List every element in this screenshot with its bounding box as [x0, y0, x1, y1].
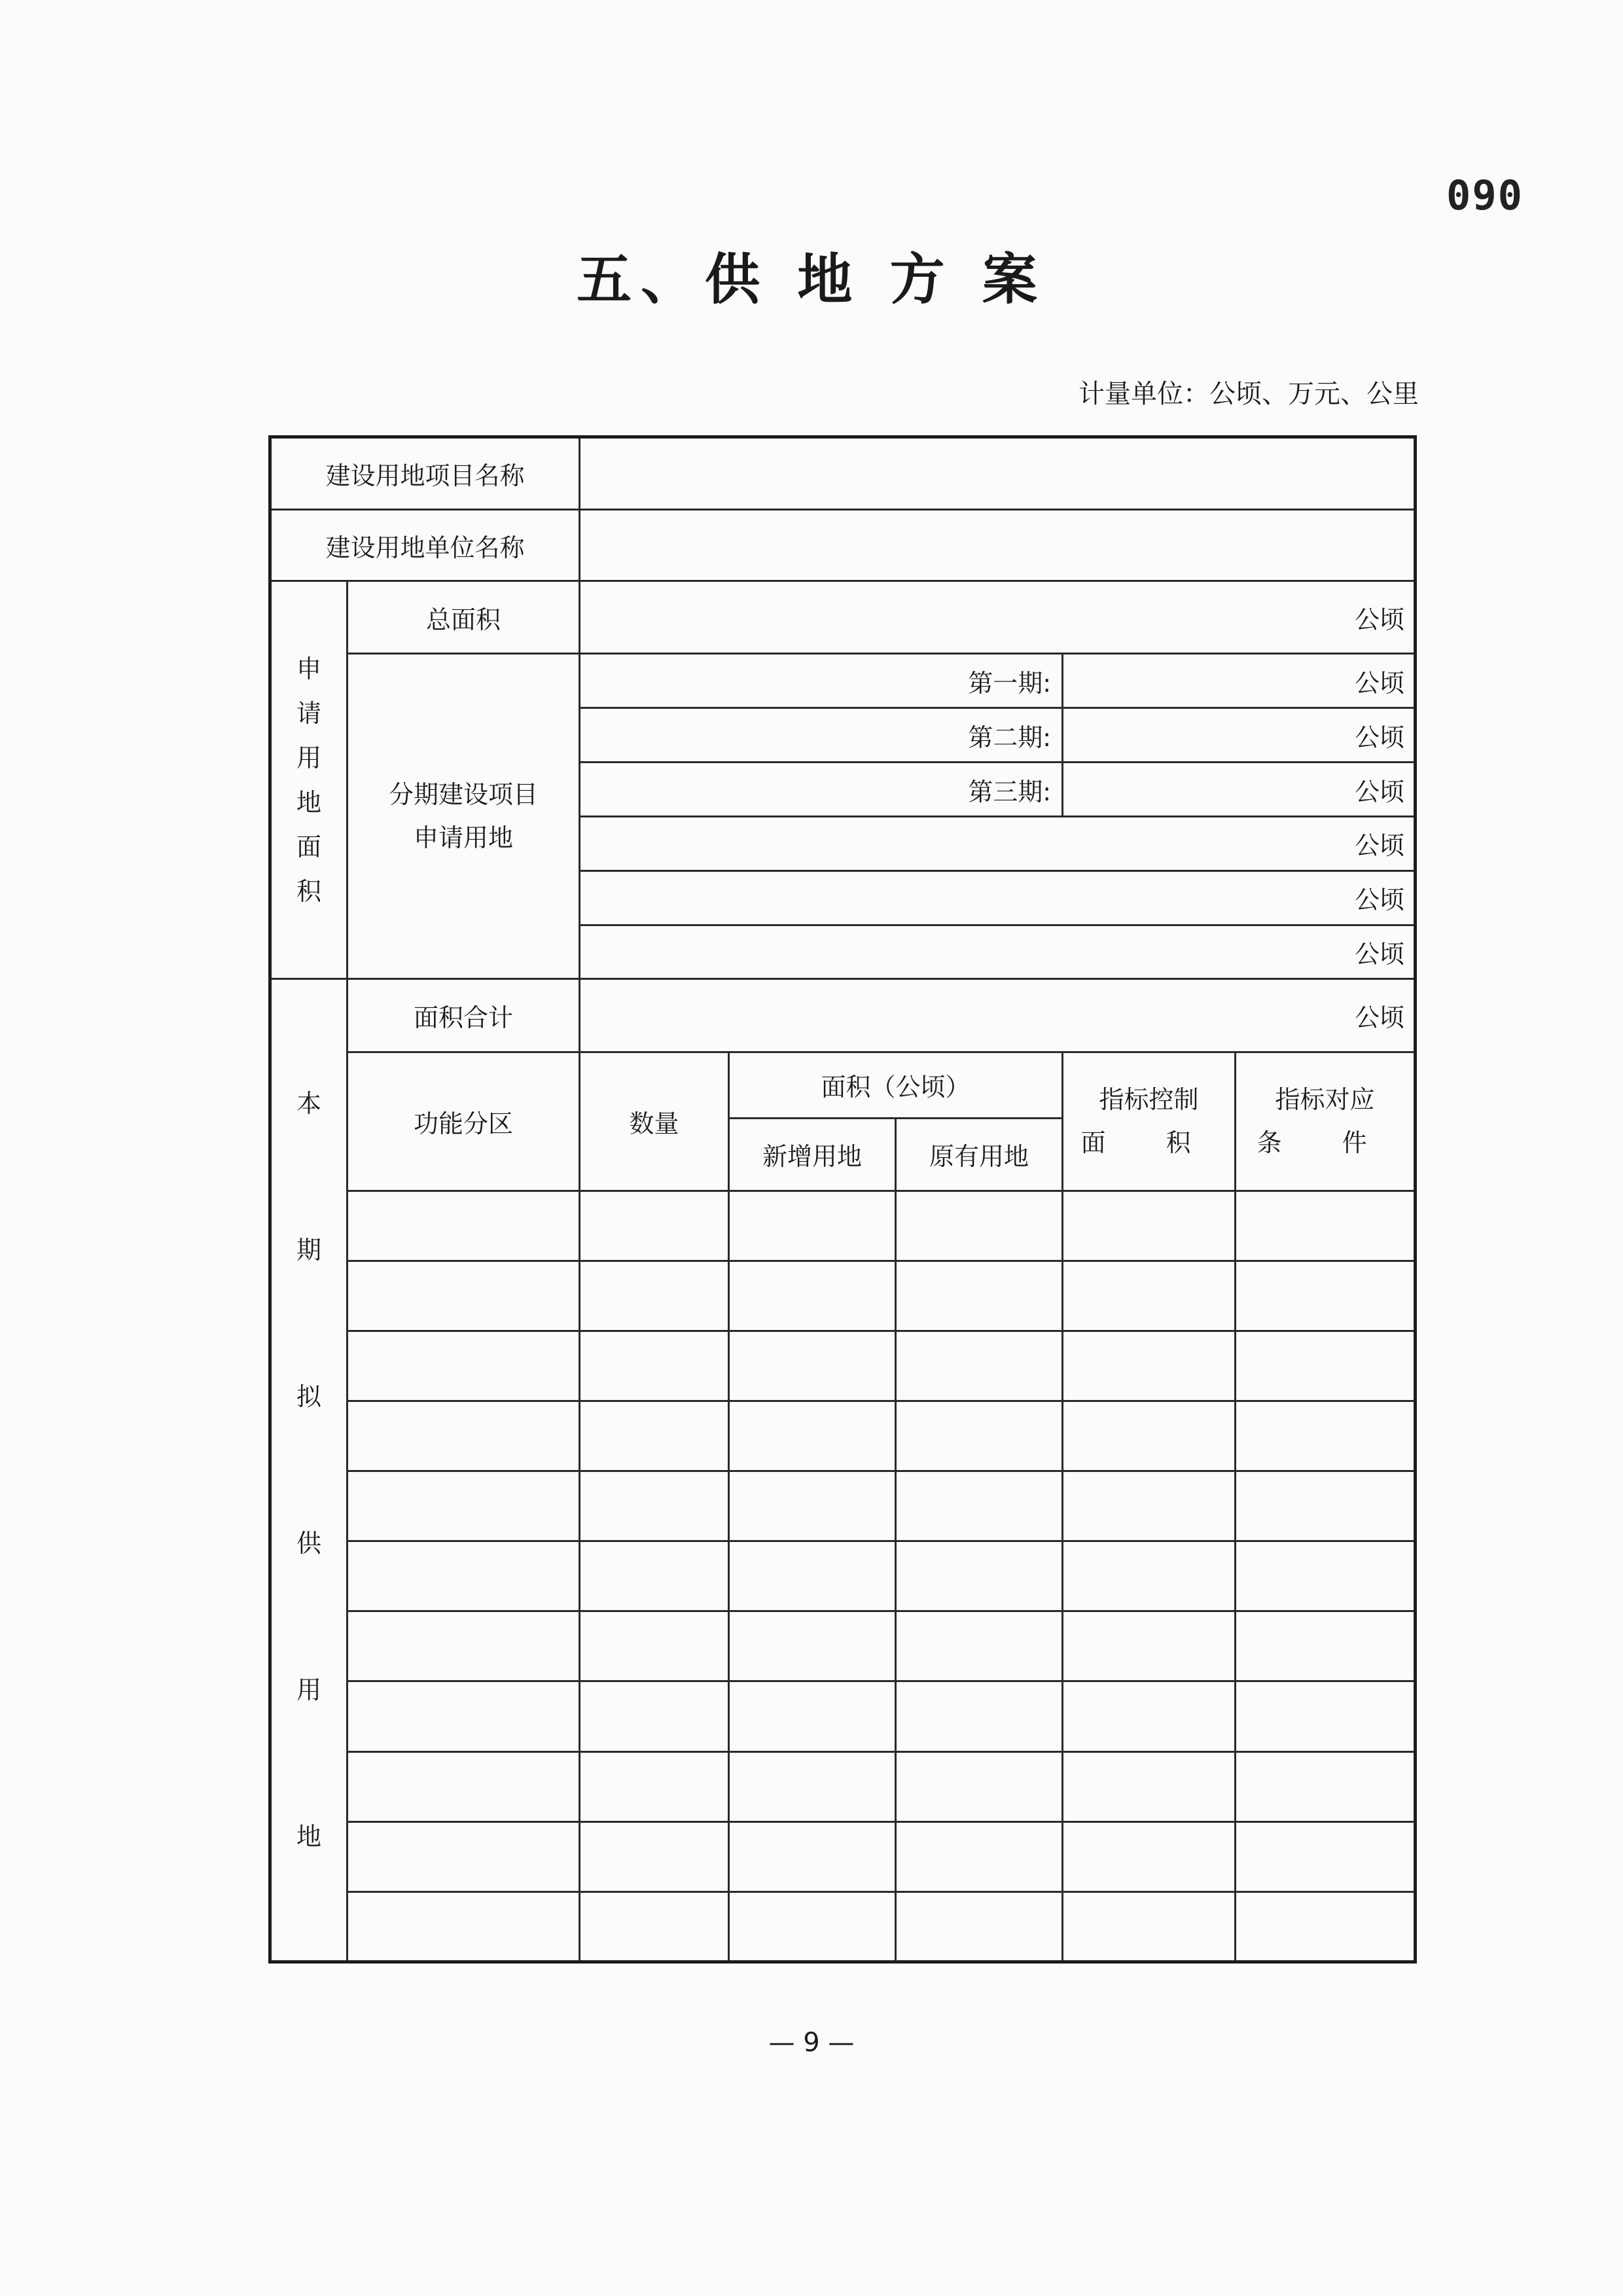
cell[interactable]: [896, 1611, 1063, 1681]
cell[interactable]: [348, 1821, 580, 1892]
cell[interactable]: [896, 1681, 1063, 1751]
cell[interactable]: [896, 1751, 1063, 1821]
cell[interactable]: [1236, 1401, 1416, 1471]
cell[interactable]: [580, 1541, 729, 1611]
document-title: 五、供 地 方 案: [577, 247, 1046, 312]
phase-blank-unit: 公顷: [580, 816, 1416, 870]
cell[interactable]: [348, 1892, 580, 1962]
unit-name-value[interactable]: [580, 510, 1416, 581]
supply-data-row: [270, 1821, 1416, 1892]
cell[interactable]: [896, 1401, 1063, 1471]
cell[interactable]: [580, 1892, 729, 1962]
cell[interactable]: [896, 1821, 1063, 1892]
phase1-row: [270, 654, 1416, 708]
supply-data-row: [270, 1751, 1416, 1821]
footer-page-number: — 9 —: [768, 2028, 855, 2058]
cell[interactable]: [348, 1611, 580, 1681]
cell[interactable]: [580, 1471, 729, 1541]
cell[interactable]: [729, 1681, 896, 1751]
cell[interactable]: [348, 1541, 580, 1611]
cell[interactable]: [729, 1261, 896, 1331]
cell[interactable]: [1063, 1751, 1236, 1821]
col-area-group: 面积（公顷）: [729, 1052, 1063, 1118]
project-name-label: 建设用地项目名称: [270, 437, 580, 510]
cell[interactable]: [1236, 1751, 1416, 1821]
project-name-row: [270, 437, 1416, 510]
col-index-condition: 指标对应 条 件: [1236, 1052, 1416, 1191]
land-supply-form: [268, 435, 1417, 1964]
area-total-row: [270, 979, 1416, 1052]
supply-data-row: [270, 1191, 1416, 1261]
supply-data-row: [270, 1681, 1416, 1751]
project-name-value[interactable]: [580, 437, 1416, 510]
total-area-label: 总面积: [348, 581, 580, 654]
phased-project-label: 分期建设项目 申请用地: [348, 654, 580, 979]
cell[interactable]: [1063, 1892, 1236, 1962]
phase1-label: 第一期:: [580, 654, 1063, 708]
supply-land-label: 本期拟供用地: [270, 979, 348, 1962]
cell[interactable]: [729, 1191, 896, 1261]
supply-data-row: [270, 1611, 1416, 1681]
cell[interactable]: [729, 1751, 896, 1821]
cell[interactable]: [580, 1191, 729, 1261]
cell[interactable]: [729, 1892, 896, 1962]
cell[interactable]: [580, 1821, 729, 1892]
apply-area-label: 申请用地面积: [270, 581, 348, 979]
cell[interactable]: [1063, 1611, 1236, 1681]
supply-data-row: [270, 1541, 1416, 1611]
supply-header-row: [270, 1052, 1416, 1118]
phase2-label: 第二期:: [580, 708, 1063, 762]
cell[interactable]: [1236, 1892, 1416, 1962]
cell[interactable]: [729, 1331, 896, 1401]
cell[interactable]: [348, 1191, 580, 1261]
supply-data-row: [270, 1331, 1416, 1401]
cell[interactable]: [580, 1611, 729, 1681]
phase1-unit: 公顷: [1063, 654, 1416, 708]
cell[interactable]: [896, 1471, 1063, 1541]
phase3-unit: 公顷: [1063, 762, 1416, 817]
unit-name-label: 建设用地单位名称: [270, 510, 580, 581]
col-function-zone: 功能分区: [348, 1052, 580, 1191]
cell[interactable]: [580, 1331, 729, 1401]
phase-blank-unit: 公顷: [580, 870, 1416, 925]
cell[interactable]: [1236, 1191, 1416, 1261]
cell[interactable]: [348, 1401, 580, 1471]
cell[interactable]: [729, 1471, 896, 1541]
unit-note: 计量单位：公顷、万元、公里: [1079, 379, 1419, 409]
cell[interactable]: [1063, 1191, 1236, 1261]
cell[interactable]: [1063, 1681, 1236, 1751]
cell[interactable]: [348, 1751, 580, 1821]
phase3-label: 第三期:: [580, 762, 1063, 817]
cell[interactable]: [348, 1471, 580, 1541]
cell[interactable]: [729, 1401, 896, 1471]
cell[interactable]: [580, 1751, 729, 1821]
cell[interactable]: [729, 1611, 896, 1681]
cell[interactable]: [729, 1821, 896, 1892]
cell[interactable]: [1063, 1471, 1236, 1541]
col-index-control: 指标控制 面 积: [1063, 1052, 1236, 1191]
total-area-row: [270, 581, 1416, 654]
unit-name-row: [270, 510, 1416, 581]
page-number-stamp: 090: [1446, 171, 1524, 219]
supply-data-row: [270, 1401, 1416, 1471]
phase2-unit: 公顷: [1063, 708, 1416, 762]
cell[interactable]: [1236, 1261, 1416, 1331]
cell[interactable]: [348, 1331, 580, 1401]
cell[interactable]: [896, 1261, 1063, 1331]
phase-blank-unit: 公顷: [580, 925, 1416, 979]
cell[interactable]: [1236, 1611, 1416, 1681]
cell[interactable]: [896, 1892, 1063, 1962]
col-quantity: 数量: [580, 1052, 729, 1191]
cell[interactable]: [1236, 1331, 1416, 1401]
cell[interactable]: [580, 1401, 729, 1471]
cell[interactable]: [729, 1541, 896, 1611]
supply-data-row: [270, 1261, 1416, 1331]
cell[interactable]: [580, 1681, 729, 1751]
cell[interactable]: [1236, 1681, 1416, 1751]
cell[interactable]: [896, 1331, 1063, 1401]
cell[interactable]: [1063, 1261, 1236, 1331]
cell[interactable]: [896, 1541, 1063, 1611]
cell[interactable]: [1063, 1331, 1236, 1401]
total-area-unit: 公顷: [580, 581, 1416, 654]
cell[interactable]: [348, 1681, 580, 1751]
cell[interactable]: [1236, 1471, 1416, 1541]
cell[interactable]: [1063, 1401, 1236, 1471]
cell[interactable]: [896, 1191, 1063, 1261]
cell[interactable]: [580, 1261, 729, 1331]
area-total-label: 面积合计: [348, 979, 580, 1052]
supply-data-row: [270, 1892, 1416, 1962]
cell[interactable]: [1063, 1821, 1236, 1892]
col-new-land: 新增用地: [729, 1118, 896, 1191]
cell[interactable]: [1236, 1821, 1416, 1892]
col-existing-land: 原有用地: [896, 1118, 1063, 1191]
area-total-unit: 公顷: [580, 979, 1416, 1052]
cell[interactable]: [1236, 1541, 1416, 1611]
supply-data-row: [270, 1471, 1416, 1541]
cell[interactable]: [348, 1261, 580, 1331]
cell[interactable]: [1063, 1541, 1236, 1611]
